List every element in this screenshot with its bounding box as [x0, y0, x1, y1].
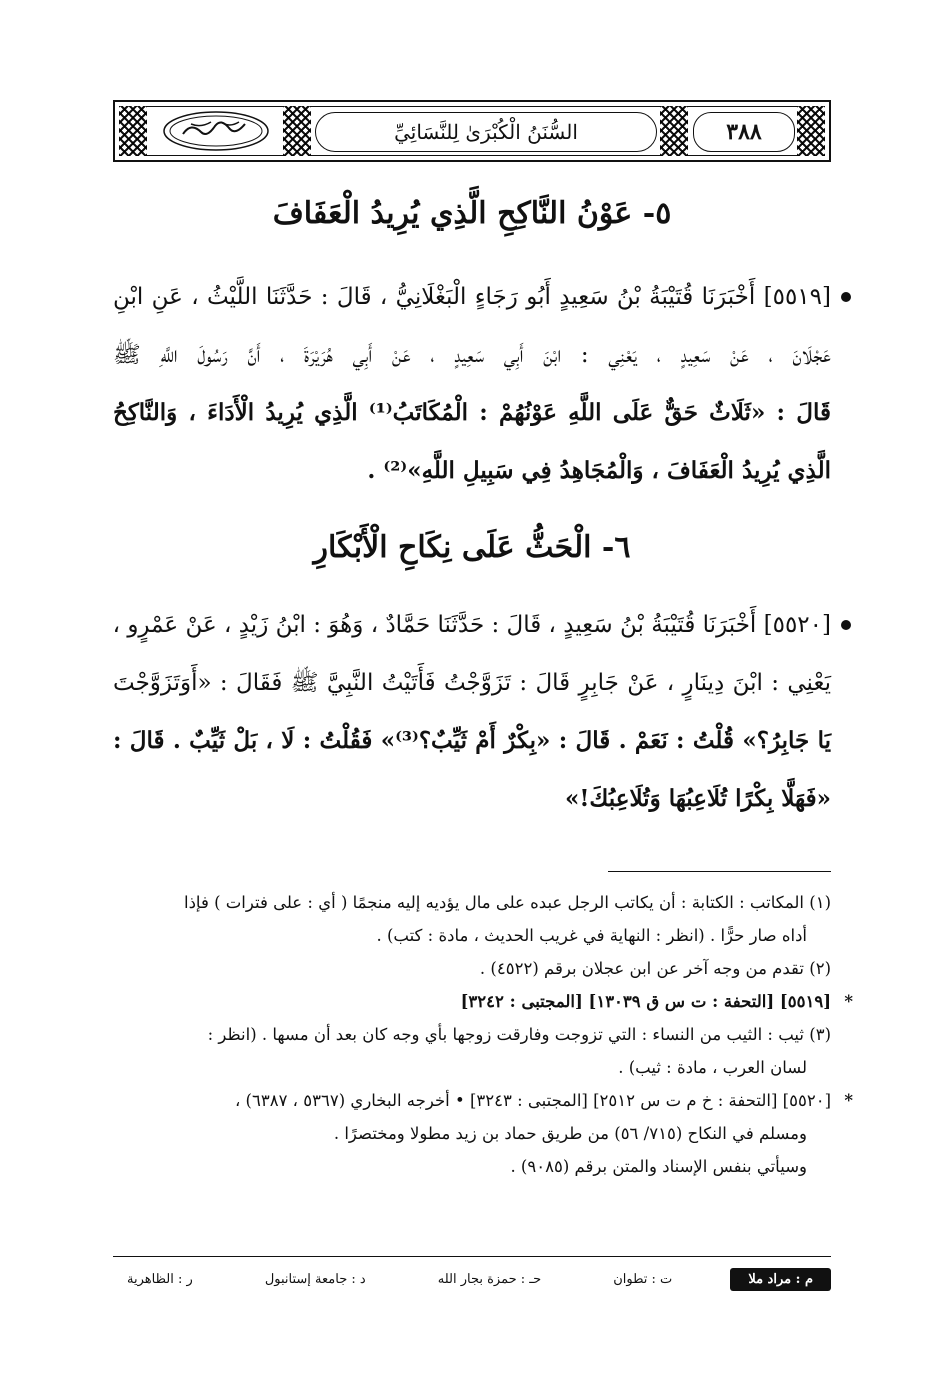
text-line: «فَهَلَّا بِكْرًا تُلَاعِبُهَا وَتُلَاعِبُكَ!»: [564, 785, 831, 812]
reference-5519: [113, 985, 853, 1018]
bullet-icon: [841, 620, 851, 630]
footnote-1-continued: أداه صار حرًّا . (انظر : النهاية في غريب الحديث ، مادة : كتب) .: [376, 926, 807, 945]
bullet-icon: [841, 292, 851, 302]
book-logo: [153, 108, 279, 154]
star-marker: *: [844, 992, 853, 1011]
text-line: [٥٥٢٠] أَخْبَرَنَا قُتَيْبَةُ بْنُ سَعِيدٍ ، قَالَ : حَدَّثَنَا حَمَّادٌ ، وَهُوَ : ابْنُ زَيْدٍ ، عَنْ عَمْرٍو ،: [112, 612, 831, 638]
footnotes: [113, 886, 853, 1183]
manuscript-t: ت : تطوان: [613, 1271, 673, 1287]
manuscripts-bar: [113, 1262, 831, 1296]
manuscript-h: حـ : حمزة بجار الله: [437, 1271, 542, 1287]
text-line: يَعْنِي : ابْنَ دِينَارٍ ، عَنْ جَابِرٍ قَالَ : تَزَوَّجْتُ فَأَتَيْتُ النَّبِيَّ ﷺ فَقَالَ : «أَوَتَزَوَّجْتَ: [113, 670, 831, 696]
text-line: الَّذِي يُرِيدُ الْعَفَافَ ، وَالْمُجَاهِدُ فِي سَبِيلِ اللَّهِ»⁽²⁾ .: [367, 457, 831, 484]
footnote-3: (٣) ثيب : الثيب من النساء : التي تزوجت وفارقت زوجها بأي وجه كان بعد أن مسها . (انظر :: [207, 1025, 831, 1044]
ornament-band-right: [797, 106, 825, 156]
manuscript-d: د : جامعة إستانبول: [264, 1271, 366, 1287]
footnote-divider: [608, 871, 831, 872]
text-line: يَا جَابِرُ؟» قُلْتُ : نَعَمْ . قَالَ : «بِكْرٌ أَمْ ثَيِّبٌ؟⁽³⁾» فَقُلْتُ : لَا ، بَلْ ثَيِّبٌ . قَالَ :: [113, 727, 831, 754]
ornament-band-mid-left: [283, 106, 311, 156]
star-marker: *: [844, 1091, 853, 1110]
bottom-divider: [113, 1256, 831, 1257]
header-title-box: [315, 112, 657, 152]
page-number: ٣٨٨: [726, 119, 762, 145]
page-number-box: [693, 112, 795, 152]
reference-5520-continued-2: وسيأتي بنفس الإسناد والمتن برقم (٩٠٨٥) .: [510, 1157, 807, 1176]
ornament-band-left: [119, 106, 147, 156]
hadith-5520: [113, 596, 831, 828]
footnote-3-continued: لسان العرب ، مادة : ثيب) .: [618, 1058, 807, 1077]
reference-text: [٥٥٢٠] [التحفة : خ م ت س ٢٥١٢] [المجتبى : ٣٢٤٣] • أخرجه البخاري (٥٣٦٧ ، ٦٣٨٧) ،: [234, 1091, 831, 1110]
manuscript-r: ر : الظاهرية: [127, 1271, 193, 1287]
text-line: [٥٥١٩] أَخْبَرَنَا قُتَيْبَةُ بْنُ سَعِيدٍ أَبُو رَجَاءٍ الْبَغْلَانِيُّ ، قَالَ : حَدَّثَنَا اللَّيْثُ ، عَنِ ابْنِ: [113, 284, 831, 310]
text-line: قَالَ : «ثَلَاثٌ حَقٌّ عَلَى اللَّهِ عَوْنُهُمْ : الْمُكَاتَبُ⁽¹⁾ الَّذِي يُرِيدُ الْأَدَاءَ ، وَالنَّاكِحُ: [113, 399, 831, 426]
manuscript-m: م : مراد ملا: [730, 1268, 831, 1291]
book-title: السُّنَنُ الْكُبْرَىٰ لِلنَّسَائِيِّ: [394, 120, 578, 144]
reference-text: [٥٥١٩] [التحفة : ت س ق ١٣٠٣٩] [المجتبى : ٣٢٤٢]: [460, 992, 831, 1011]
logo-seal-icon: [161, 110, 271, 152]
page-header: [113, 100, 831, 162]
reference-5520-continued: ومسلم في النكاح (٧١٥/ ٥٦) من طريق حماد بن زيد مطولا ومختصرًا .: [333, 1124, 807, 1143]
ornament-band-mid-right: [660, 106, 688, 156]
footnote-2: (٢) تقدم من وجه آخر عن ابن عجلان برقم (٤٥٢٢) .: [479, 959, 831, 978]
text-line: عَجْلَانَ ، عَنْ سَعِيدٍ ، يَعْنِي : ابْنَ أَبِي سَعِيدٍ ، عَنْ أَبِي هُرَيْرَةَ ، أَنَّ رَسُولَ اللَّهِ ﷺ: [113, 342, 831, 368]
section-heading-5: ٥- عَوْنُ النَّاكِحِ الَّذِي يُرِيدُ الْعَفَافَ: [272, 196, 672, 231]
section-heading-6: ٦- الْحَثُّ عَلَى نِكَاحِ الْأَبْكَارِ: [313, 530, 631, 565]
hadith-5519: [113, 268, 831, 500]
reference-5520: [113, 1084, 853, 1117]
footnote-1: (١) المكاتب : الكتابة : أن يكاتب الرجل عبده على مال يؤديه إليه منجمًا ( أي : على فترات ) فإذا: [183, 893, 831, 912]
